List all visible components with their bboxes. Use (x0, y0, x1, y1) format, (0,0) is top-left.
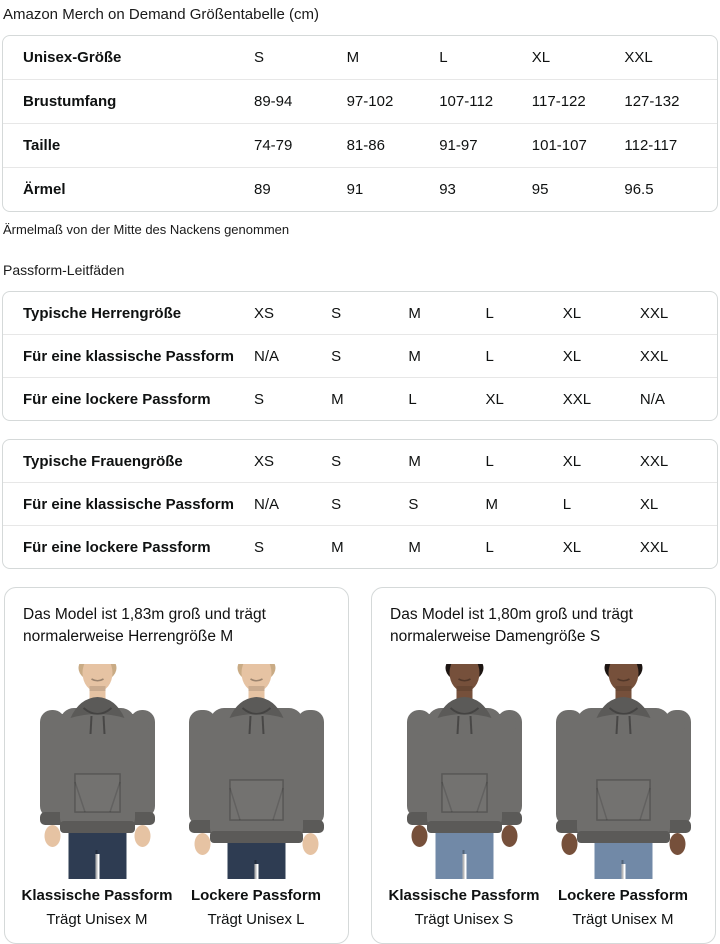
size-value: N/A (254, 347, 280, 365)
measurement-value: 91-97 (439, 137, 478, 154)
row-label: Für eine lockere Passform (23, 538, 211, 556)
loose-fit-figure (546, 664, 701, 929)
model-figures (384, 664, 703, 929)
size-value: XL (562, 538, 582, 556)
row-label: Typische Frauengröße (23, 452, 183, 470)
fit-label: Klassische Passform (388, 887, 540, 904)
size-value: XXL (639, 452, 669, 470)
fit-label: Lockere Passform (557, 887, 689, 904)
worn-size-label: Trägt Unisex M (572, 910, 674, 928)
size-value: S (331, 452, 342, 470)
row-label: Für eine klassische Passform (23, 347, 234, 365)
measurement-value: 93 (439, 181, 456, 198)
size-value: M (331, 538, 344, 556)
measurement-value: 117-122 (531, 93, 586, 110)
classic-fit-figure (20, 664, 175, 929)
unisex-size-table (2, 35, 718, 212)
women-fit-guide-table (2, 439, 718, 569)
model-figures (17, 664, 336, 929)
female-model-loose-fit-hoodie-photo (546, 664, 701, 879)
measurement-value: 101-107 (531, 137, 587, 154)
classic-fit-figure (387, 664, 542, 929)
model-cards (4, 587, 716, 944)
model-description: Das Model ist 1,80m groß und trägt normalerweise Damengröße S (390, 606, 633, 646)
worn-size-label: Trägt Unisex M (46, 910, 148, 928)
size-value: XL (562, 452, 582, 470)
size-value: XL (562, 304, 582, 322)
size-value: M (485, 495, 499, 513)
measurement-value: 96.5 (624, 181, 654, 198)
size-value: M (408, 304, 421, 322)
size-value: L (485, 538, 494, 556)
measurement-value: 95 (531, 181, 549, 198)
size-value: XL (485, 390, 504, 408)
size-value: S (331, 304, 342, 322)
table-row (3, 167, 717, 211)
size-column-header: S (254, 49, 265, 66)
size-value: M (408, 538, 421, 556)
fit-label: Lockere Passform (190, 887, 322, 904)
fit-label: Klassische Passform (21, 887, 173, 904)
measurement-value: 97-102 (346, 93, 394, 110)
table-row (3, 292, 717, 334)
page-title: Amazon Merch on Demand Größentabelle (cm) (3, 6, 319, 23)
female-model-card (371, 587, 716, 944)
row-label: Ärmel (23, 181, 66, 198)
size-value: M (331, 390, 344, 408)
size-value: XS (254, 452, 275, 470)
measurement-value: 89-94 (254, 93, 293, 110)
row-label: Brustumfang (23, 93, 117, 110)
size-value: S (331, 495, 342, 513)
table-row (3, 440, 717, 482)
row-label: Taille (23, 137, 61, 154)
size-column-header: XL (531, 49, 551, 66)
size-column-header: M (346, 49, 360, 66)
table-header-row (3, 36, 717, 79)
female-model-classic-fit-hoodie-photo (387, 664, 542, 879)
table-row (3, 377, 717, 420)
size-column-header: XXL (624, 49, 653, 66)
size-value: XL (562, 347, 582, 365)
table-row (3, 525, 717, 568)
size-value: XXL (639, 538, 669, 556)
size-value: S (254, 538, 265, 556)
table-row (3, 79, 717, 123)
row-label: Für eine lockere Passform (23, 390, 211, 408)
loose-fit-figure (179, 664, 334, 929)
size-value: XXL (639, 347, 669, 365)
measurement-value: 74-79 (254, 137, 293, 154)
size-value: XS (254, 304, 275, 322)
size-value: XL (639, 495, 659, 513)
male-model-loose-fit-hoodie-photo (179, 664, 334, 879)
measurement-value: 89 (254, 181, 271, 198)
size-value: XXL (562, 390, 592, 408)
table-row (3, 334, 717, 377)
measurement-value: 112-117 (624, 137, 678, 154)
male-model-classic-fit-hoodie-photo (20, 664, 175, 879)
size-value: L (562, 495, 572, 513)
measurement-value: 127-132 (624, 93, 680, 110)
size-value: L (485, 347, 494, 365)
measurement-value: 107-112 (439, 93, 494, 110)
worn-size-label: Trägt Unisex L (207, 910, 305, 928)
model-description: Das Model ist 1,83m groß und trägt normalerweise Herrengröße M (23, 606, 266, 646)
row-label: Unisex-Größe (23, 49, 122, 66)
measurement-value: 91 (346, 181, 364, 198)
row-label: Typische Herrengröße (23, 304, 182, 322)
fit-guides-heading: Passform-Leitfäden (3, 262, 125, 278)
size-value: XXL (639, 304, 669, 322)
size-column-header: L (439, 49, 448, 66)
table-row (3, 482, 717, 525)
size-value: L (485, 304, 494, 322)
size-value: L (485, 452, 494, 470)
size-value: M (408, 347, 421, 365)
measurement-value: 81-86 (346, 137, 385, 154)
table-row (3, 123, 717, 167)
row-label: Für eine klassische Passform (23, 495, 234, 513)
size-value: S (331, 347, 342, 365)
male-model-card (4, 587, 349, 944)
worn-size-label: Trägt Unisex S (414, 910, 514, 928)
size-value: L (408, 390, 417, 408)
size-value: N/A (254, 495, 280, 513)
size-value: M (408, 452, 421, 470)
sleeve-measurement-footnote: Ärmelmaß von der Mitte des Nackens genommen (3, 222, 290, 237)
size-value: S (254, 390, 265, 408)
size-value: N/A (639, 390, 665, 408)
men-fit-guide-table (2, 291, 718, 421)
size-value: S (408, 495, 419, 513)
